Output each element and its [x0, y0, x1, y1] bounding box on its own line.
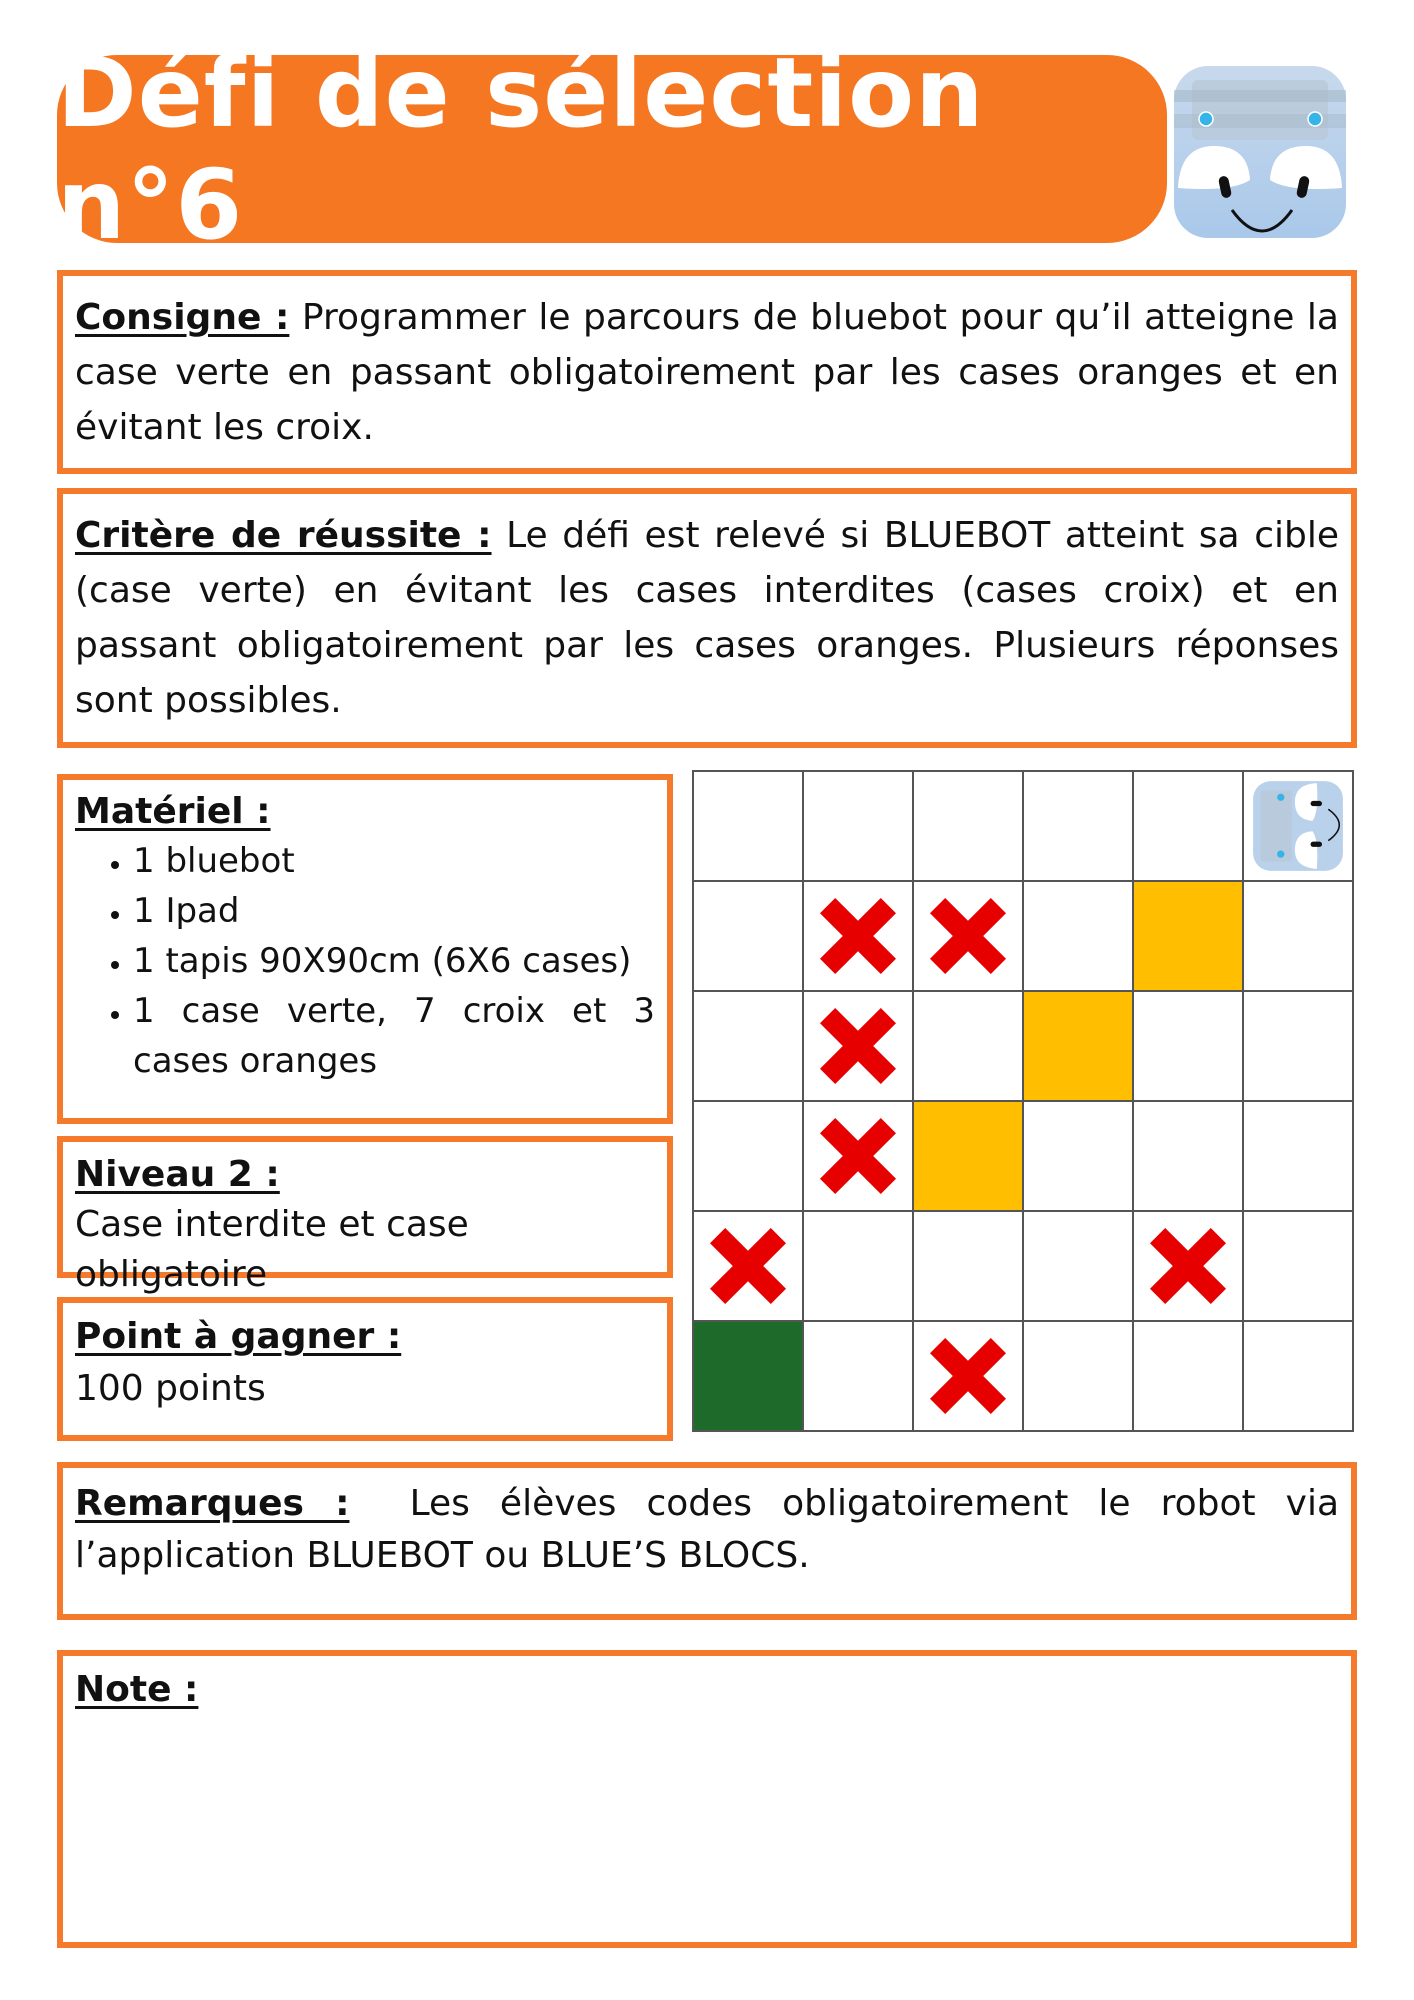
niveau-label: Niveau 2 : [75, 1154, 280, 1195]
board-cell-empty [803, 1321, 913, 1431]
board-cell-cross [693, 1211, 803, 1321]
bluebot-robot-icon [1251, 779, 1345, 873]
board-cell-empty [693, 1101, 803, 1211]
board-cell-empty [1243, 1321, 1353, 1431]
note-box[interactable] [57, 1650, 1357, 1948]
cross-icon [820, 1008, 896, 1084]
board-cell-empty [1133, 1101, 1243, 1211]
points-text: 100 points [75, 1368, 266, 1409]
board-cell-empty [1133, 771, 1243, 881]
bluebot-face-icon [1170, 62, 1350, 242]
board-cell-cross [803, 881, 913, 991]
critere-label: Critère de réussite : [75, 515, 492, 556]
cross-icon [930, 1338, 1006, 1414]
cross-icon [930, 898, 1006, 974]
materiel-label: Matériel : [75, 791, 271, 832]
board-cell-empty [1023, 771, 1133, 881]
board-cell-empty [1023, 1211, 1133, 1321]
board-cell-empty [693, 991, 803, 1101]
board-cell-bluebot [1243, 771, 1353, 881]
board-cell-cross [913, 1321, 1023, 1431]
materiel-item: • 1 tapis 90X90cm (6X6 cases) [133, 936, 655, 986]
board-cell-empty [913, 991, 1023, 1101]
board-cell-cross [803, 991, 913, 1101]
cross-icon [1150, 1228, 1226, 1304]
board-cell-empty [693, 881, 803, 991]
cross-icon [820, 898, 896, 974]
materiel-list [75, 836, 655, 1086]
points-label: Point à gagner : [75, 1316, 402, 1357]
board-cell-empty [1243, 881, 1353, 991]
board-cell-empty [693, 771, 803, 881]
board-cell-orange [1023, 991, 1133, 1101]
board-cell-cross [803, 1101, 913, 1211]
materiel-box [57, 774, 673, 1124]
board-cell-empty [1243, 1101, 1353, 1211]
board-cell-empty [803, 771, 913, 881]
remarques-label: Remarques : [75, 1483, 350, 1524]
consigne-label: Consigne : [75, 297, 290, 338]
niveau-text: Case interdite et case obligatoire [75, 1204, 469, 1295]
board-cell-empty [1023, 1101, 1133, 1211]
materiel-item: • 1 Ipad [133, 886, 655, 936]
board-cell-empty [1133, 991, 1243, 1101]
remarques-text: Les élèves codes obligatoirement le robot via l’application BLUEBOT ou BLUE’S BLOCS. [75, 1483, 1340, 1576]
board-cell-empty [1023, 1321, 1133, 1431]
cross-icon [710, 1228, 786, 1304]
board-cell-empty [1243, 1211, 1353, 1321]
board-cell-empty [1023, 881, 1133, 991]
board-cell-empty [913, 771, 1023, 881]
board-cell-cross [913, 881, 1023, 991]
board-cell-orange [1133, 881, 1243, 991]
critere-text: Le défi est relevé si BLUEBOT atteint sa cible (case verte) en évitant les cases interdites (cases croix) et en passant obligatoirement par les cases oranges. Plusieurs réponses sont possibles. [75, 515, 1339, 721]
board-cell-empty [1133, 1321, 1243, 1431]
board-cell-empty [1243, 991, 1353, 1101]
game-board [692, 770, 1354, 1432]
board-cell-empty [913, 1211, 1023, 1321]
cross-icon [820, 1118, 896, 1194]
critere-box [57, 488, 1357, 748]
board-cell-cross [1133, 1211, 1243, 1321]
materiel-item: • 1 bluebot [133, 836, 655, 886]
remarques-box [57, 1462, 1357, 1620]
board-cell-green [693, 1321, 803, 1431]
board-cell-orange [913, 1101, 1023, 1211]
page-title: Défi de sélection n°6 [57, 37, 985, 261]
points-box [57, 1297, 673, 1441]
consigne-box [57, 270, 1357, 474]
niveau-box [57, 1136, 673, 1295]
materiel-item: • 1 case verte, 7 croix et 3 cases oranges [133, 986, 655, 1086]
note-label: Note : [75, 1669, 199, 1710]
board-cell-empty [803, 1211, 913, 1321]
consigne-text: Programmer le parcours de bluebot pour qu’il atteigne la case verte en passant obligatoirement par les cases oranges et en évitant les croix. [75, 297, 1339, 448]
title-banner [57, 37, 1167, 261]
